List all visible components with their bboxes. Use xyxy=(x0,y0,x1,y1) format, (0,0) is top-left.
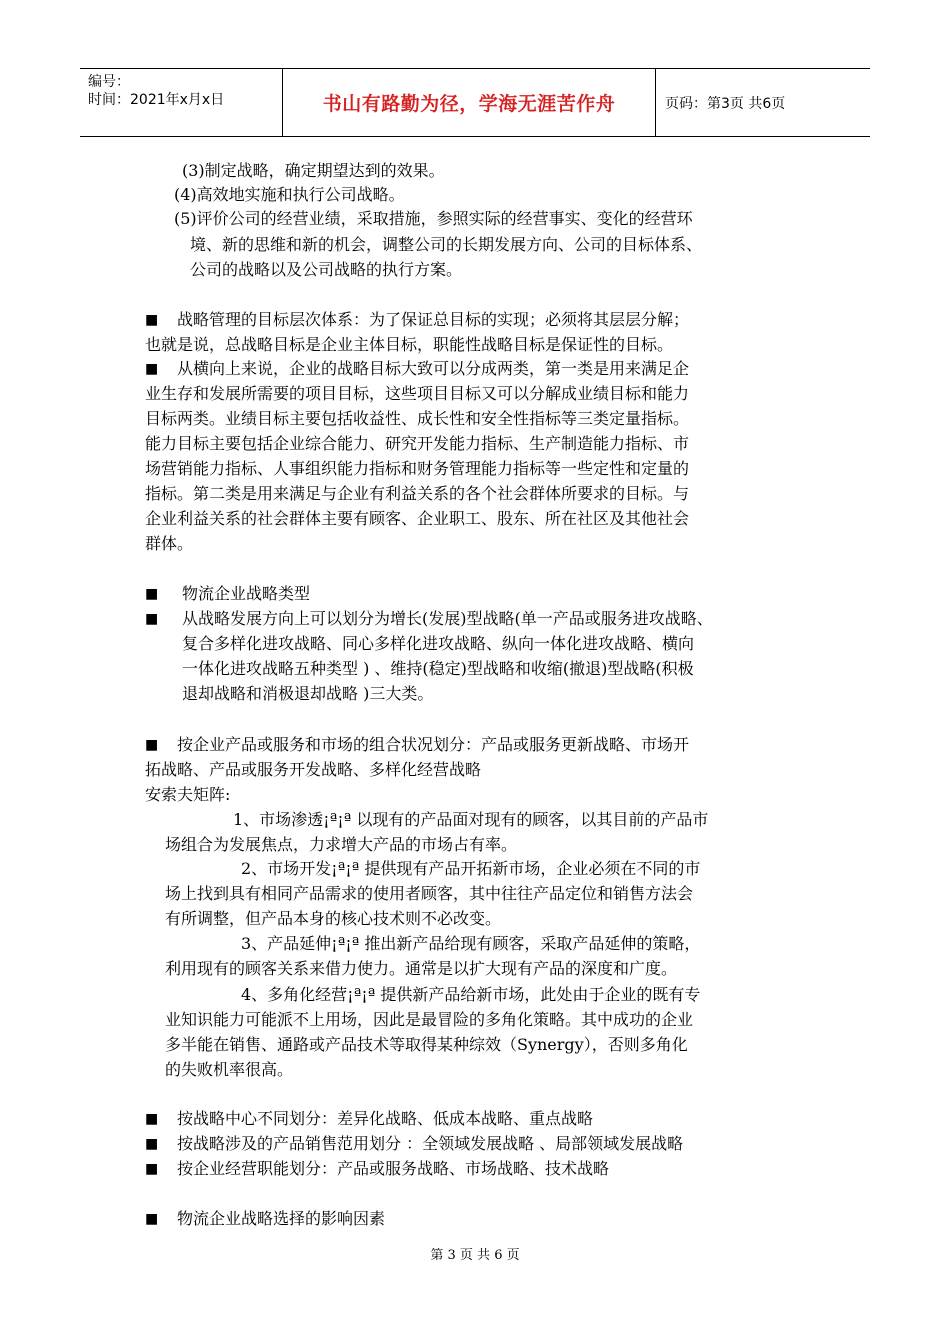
text-line: 利用现有的顾客关系来借力使力。通常是以扩大现有产品的深度和广度。 xyxy=(165,959,678,978)
text-line: 从横向上来说，企业的战略目标大致可以分成两类，第一类是用来满足企 xyxy=(177,359,690,378)
header-motto: 书山有路勤为径，学海无涯苦作舟 xyxy=(283,69,656,136)
text-line: (3)制定战略，确定期望达到的效果。 xyxy=(182,161,445,180)
bullet-icon: ■ xyxy=(145,1161,159,1177)
text-line: 2、市场开发¡ª¡ª 提供现有产品开拓新市场，企业必须在不同的市 xyxy=(241,859,701,878)
text-line: 安索夫矩阵: xyxy=(145,785,231,804)
page-footer: 第 3 页 共 6 页 xyxy=(430,1248,520,1263)
text-line: 企业利益关系的社会群体主要有顾客、企业职工、股东、所在社区及其他社会 xyxy=(145,509,690,528)
text-line: 1、市场渗透¡ª¡ª 以现有的产品面对现有的顾客，以其目前的产品市 xyxy=(233,810,709,829)
bullet-icon: ■ xyxy=(145,611,159,627)
text-line: 按战略涉及的产品销售范用划分 ：全领域发展战略 、局部领域发展战略 xyxy=(177,1134,684,1153)
text-line: 从战略发展方向上可以划分为增长(发展)型战略(单一产品或服务进攻战略、 xyxy=(182,609,713,628)
text-line: 物流企业战略类型 xyxy=(182,584,311,603)
text-line: 业知识能力可能派不上用场，因此是最冒险的多角化策略。其中成功的企业 xyxy=(165,1010,694,1029)
text-line: 拓战略、产品或服务开发战略、多样化经营战略 xyxy=(145,760,482,779)
document-time-label: 时间：2021年x月x日 xyxy=(88,92,225,108)
bullet-icon: ■ xyxy=(145,361,159,377)
text-line: 场上找到具有相同产品需求的使用者顾客，其中往往产品定位和销售方法会 xyxy=(165,884,694,903)
text-line: 场营销能力指标、人事组织能力指标和财务管理能力指标等一些定性和定量的 xyxy=(145,459,690,478)
text-line: 的失败机率很高。 xyxy=(165,1060,294,1079)
text-line: 目标两类。业绩目标主要包括收益性、成长性和安全性指标等三类定量指标。 xyxy=(145,409,690,428)
text-line: 指标。第二类是用来满足与企业有利益关系的各个社会群体所要求的目标。与 xyxy=(145,484,690,503)
header-page-number: 页码：第3页 共6页 xyxy=(665,95,786,112)
text-line: 物流企业战略选择的影响因素 xyxy=(177,1209,386,1228)
bullet-icon: ■ xyxy=(145,1211,159,1227)
bullet-icon: ■ xyxy=(145,312,159,328)
text-line: 按战略中心不同划分：差异化战略、低成本战略、重点战略 xyxy=(177,1109,594,1128)
page-header xyxy=(80,68,870,137)
bullet-icon: ■ xyxy=(145,586,159,602)
text-line: 多半能在销售、通路或产品技术等取得某种综效（Synergy），否则多角化 xyxy=(165,1035,688,1054)
text-line: 业生存和发展所需要的项目目标，这些项目目标又可以分解成业绩目标和能力 xyxy=(145,384,690,403)
text-line: (4)高效地实施和执行公司战略。 xyxy=(174,185,405,204)
text-line: 公司的战略以及公司战略的执行方案。 xyxy=(190,260,463,279)
text-line: 有所调整，但产品本身的核心技术则不必改变。 xyxy=(165,909,502,928)
document-number-label: 编号： xyxy=(88,74,130,90)
text-line: (5)评价公司的经营业绩，采取措施，参照实际的经营事实、变化的经营环 xyxy=(174,209,693,228)
bullet-icon: ■ xyxy=(145,1136,159,1152)
text-line: 退却战略和消极退却战略 )三大类。 xyxy=(182,684,434,703)
text-line: 也就是说，总战略目标是企业主体目标，职能性战略目标是保证性的目标。 xyxy=(145,335,674,354)
text-line: 群体。 xyxy=(145,534,194,553)
text-line: 按企业经营职能划分：产品或服务战略、市场战略、技术战略 xyxy=(177,1159,610,1178)
text-line: 场组合为发展焦点，力求增大产品的市场占有率。 xyxy=(165,835,518,854)
header-meta-cell xyxy=(80,69,283,136)
text-line: 能力目标主要包括企业综合能力、研究开发能力指标、生产制造能力指标、市 xyxy=(145,434,690,453)
text-line: 一体化进攻战略五种类型 ) 、维持(稳定)型战略和收缩(撤退)型战略(积极 xyxy=(182,659,694,678)
text-line: 境、新的思维和新的机会，调整公司的长期发展方向、公司的目标体系、 xyxy=(190,235,703,254)
bullet-icon: ■ xyxy=(145,1111,159,1127)
text-line: 3、产品延伸¡ª¡ª 推出新产品给现有顾客，采取产品延伸的策略， xyxy=(241,934,701,953)
text-line: 4、多角化经营¡ª¡ª 提供新产品给新市场，此处由于企业的既有专 xyxy=(241,985,701,1004)
text-line: 复合多样化进攻战略、同心多样化进攻战略、纵向一体化进攻战略、横向 xyxy=(182,634,695,653)
bullet-icon: ■ xyxy=(145,737,159,753)
text-line: 按企业产品或服务和市场的组合状况划分：产品或服务更新战略、市场开 xyxy=(177,735,690,754)
text-line: 战略管理的目标层次体系：为了保证总目标的实现；必须将其层层分解； xyxy=(177,310,690,329)
